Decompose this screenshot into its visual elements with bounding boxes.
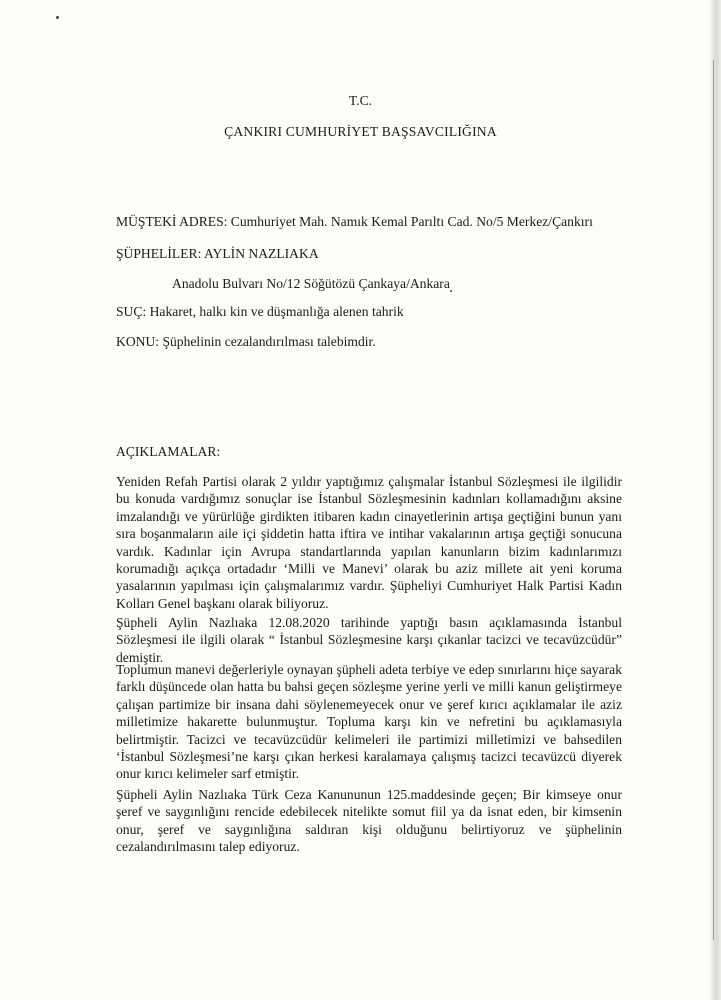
paragraph-2: Şüpheli Aylin Nazlıaka 12.08.2020 tarihinde yaptığı basın açıklamasında İstanbul Sözleşmesi ile ilgili olarak “ İstanbul Sözleşmesine karşı çıkanlar tacizci ve tecavüzcüdür” demiştir. bbox=[116, 615, 622, 665]
paragraph-3: Toplumun manevi değerleriyle oynayan şüpheli adeta terbiye ve edep sınırlarını hiçe sayarak farklı düşüncede olan hatta bu bahsi geçen sözleşme yerine yerli ve milli kanun geliştirmeye çalışan partimize bir insana dahi söylenemeyecek onur ve şeref kırıcı açıklamalar ile aziz milletimize hakarette bulunmuştur. Topluma karşı kin ve nefretini bu açıklamasıyla belirtmiştir. Tacizci ve tecavüzcüdür kelimeleri ile partimizi milletimizi ve bahsedilen ‘İstanbul Sözleşmesi’ne karşı çıkan herkesi karalamaya çalışmış tacizci tecavüzcü diyerek onur kırıcı kelimeler sarf etmiştir. bbox=[116, 662, 622, 782]
section-title: AÇIKLAMALAR: bbox=[116, 444, 221, 459]
subject: KONU: Şüphelinin cezalandırılması talebimdir. bbox=[116, 334, 376, 349]
page-edge-shadow bbox=[709, 0, 721, 1000]
complainant-address: MÜŞTEKİ ADRES: Cumhuriyet Mah. Namık Kemal Parıltı Cad. No/5 Merkez/Çankırı bbox=[116, 214, 593, 229]
suspect-address: Anadolu Bulvarı No/12 Söğütözü Çankaya/Ankara bbox=[172, 276, 450, 291]
scan-speck bbox=[56, 16, 59, 19]
paragraph-4: Şüpheli Aylin Nazlıaka Türk Ceza Kanununun 125.maddesinde geçen; Bir kimseye onur şeref ve saygınlığını rencide edebilecek nitelikte somut fiil ya da isnat eden, bir kimsenin onur, şeref ve saygınlığına saldıran kişi olduğunu belirtiyoruz ve şüphelinin cezalandırılmasını talep ediyoruz. bbox=[116, 787, 622, 855]
heading: T.C. bbox=[348, 93, 373, 108]
suspects: ŞÜPHELİLER: AYLİN NAZLIAKA bbox=[116, 246, 319, 261]
crime: SUÇ: Hakaret, halkı kin ve düşmanlığa alenen tahrik bbox=[116, 304, 404, 319]
addressee: ÇANKIRI CUMHURİYET BAŞSAVCILIĞINA bbox=[224, 124, 497, 139]
scan-speck bbox=[450, 290, 452, 292]
paragraph-1: Yeniden Refah Partisi olarak 2 yıldır yaptığımız çalışmalar İstanbul Sözleşmesi ile ilgilidir bu konuda vardığımız sonuçlar ise İstanbul Sözleşmesinin kadınları kollamadığını aksine imzalandığı ve yürürlüğe girdikten itibaren kadın cinayetlerinin artışa geçtiğini bunun yanı sıra boşanmaların aile içi şiddetin hatta iftira ve intihar vakalarının artışa geçtiği sonucuna vardık. Kadınlar için Avrupa standartlarında yapılan kanunların bizim kadınlarımızı korumadığı açıkça ortadadır ‘Milli ve Manevi’ olarak bu aziz millete ait yeni koruma yasalarının yapılması için çalışmalarımız vardır. Şüpheliyi Cumhuriyet Halk Partisi Kadın Kolları Genel başkanı olarak biliyoruz. bbox=[116, 474, 622, 611]
